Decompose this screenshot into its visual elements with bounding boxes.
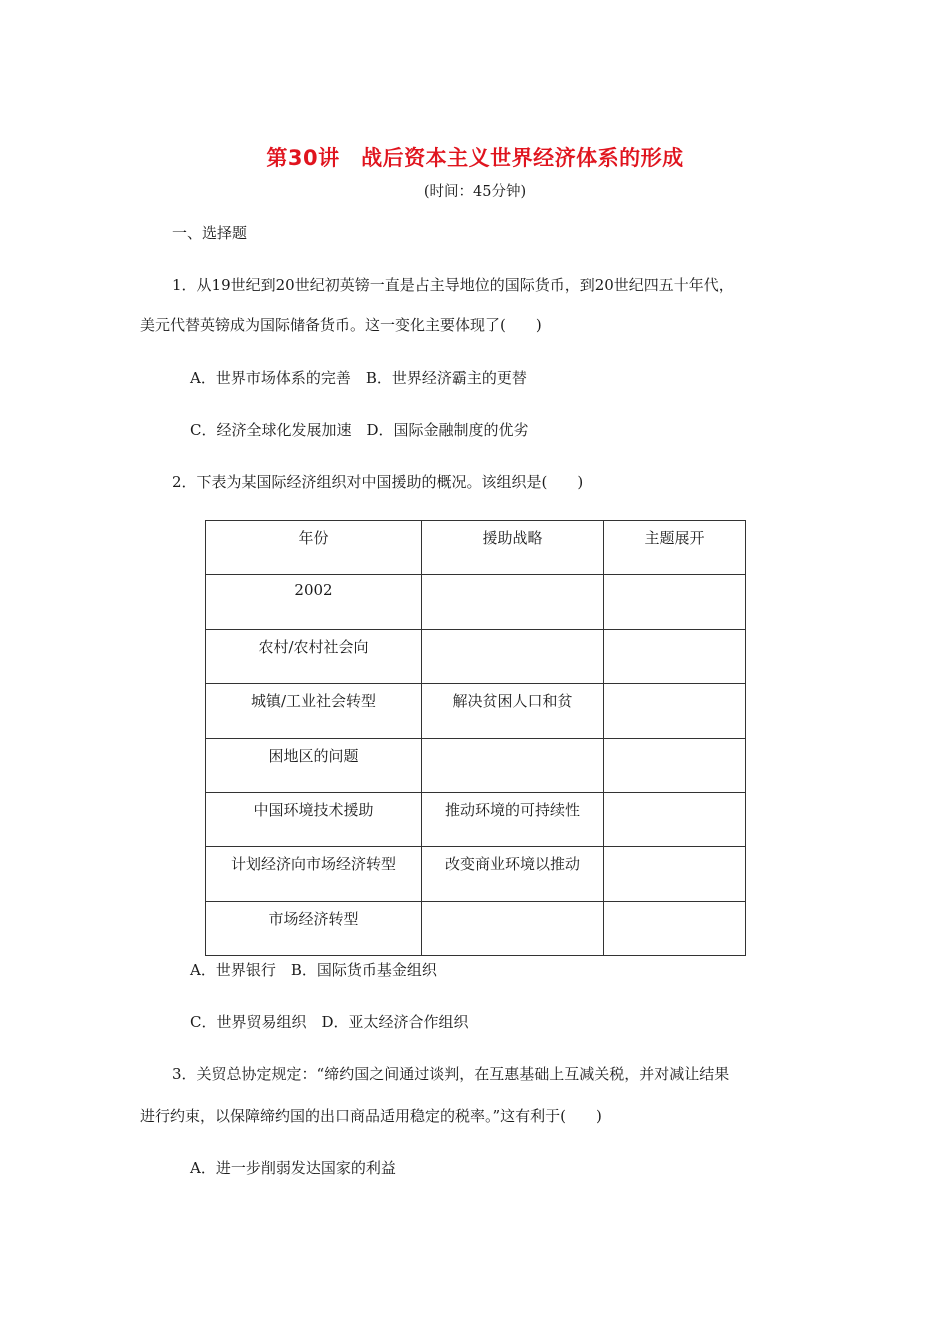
- table-cell: 2002: [206, 575, 422, 629]
- table-row: [206, 847, 746, 901]
- table-cell: [422, 901, 604, 955]
- table-cell: 解决贫困人口和贫: [422, 684, 604, 738]
- table-cell: [422, 575, 604, 629]
- table-cell: [422, 629, 604, 683]
- page-title: 第30讲 战后资本主义世界经济体系的形成: [266, 146, 684, 170]
- table-row: [206, 575, 746, 629]
- table-cell: 推动环境的可持续性: [422, 792, 604, 846]
- table-row: [206, 684, 746, 738]
- q1-options-ab: A．世界市场体系的完善 B．世界经济霸主的更替: [190, 369, 527, 387]
- table-row: [206, 521, 746, 575]
- table-cell: [604, 847, 746, 901]
- table-header-cell: 年份: [206, 521, 422, 575]
- q1-options-cd: C．经济全球化发展加速 D．国际金融制度的优劣: [190, 421, 529, 439]
- table-row: [206, 738, 746, 792]
- table-cell: [604, 792, 746, 846]
- table-cell: 计划经济向市场经济转型: [206, 847, 422, 901]
- q2-options-ab: A．世界银行 B．国际货币基金组织: [190, 961, 437, 979]
- q2-stem: 2．下表为某国际经济组织对中国援助的概况。该组织是( ): [172, 473, 584, 491]
- q1-stem-line1: 1．从19世纪到20世纪初英镑一直是占主导地位的国际货币，到20世纪四五十年代，: [172, 276, 734, 294]
- table-row: [206, 792, 746, 846]
- table-row: [206, 901, 746, 955]
- table-cell: 困地区的问题: [206, 738, 422, 792]
- table-row: [206, 629, 746, 683]
- table-cell: 中国环境技术援助: [206, 792, 422, 846]
- table-header-cell: 主题展开: [604, 521, 746, 575]
- table-cell: 农村/农村社会向: [206, 629, 422, 683]
- table-cell: 城镇/工业社会转型: [206, 684, 422, 738]
- q3-stem-line1: 3．关贸总协定规定：“缔约国之间通过谈判，在互惠基础上互减关税，并对减让结果: [172, 1065, 730, 1083]
- table-cell: [604, 901, 746, 955]
- table-cell: 市场经济转型: [206, 901, 422, 955]
- table-cell: [604, 575, 746, 629]
- table-header-cell: 援助战略: [422, 521, 604, 575]
- table-cell: [604, 629, 746, 683]
- q3-stem-line2: 进行约束，以保障缔约国的出口商品适用稳定的税率。”这有利于( ): [140, 1107, 602, 1125]
- aid-overview-table: [205, 520, 746, 956]
- table-cell: [604, 738, 746, 792]
- q1-stem-line2: 美元代替英镑成为国际储备货币。这一变化主要体现了( ): [140, 316, 542, 334]
- table-cell: [422, 738, 604, 792]
- table-cell: 改变商业环境以推动: [422, 847, 604, 901]
- table-cell: [604, 684, 746, 738]
- time-limit: (时间：45分钟): [423, 184, 527, 200]
- q3-option-a: A．进一步削弱发达国家的利益: [190, 1159, 396, 1177]
- section-heading: 一、选择题: [172, 224, 248, 242]
- q2-options-cd: C．世界贸易组织 D．亚太经济合作组织: [190, 1013, 469, 1031]
